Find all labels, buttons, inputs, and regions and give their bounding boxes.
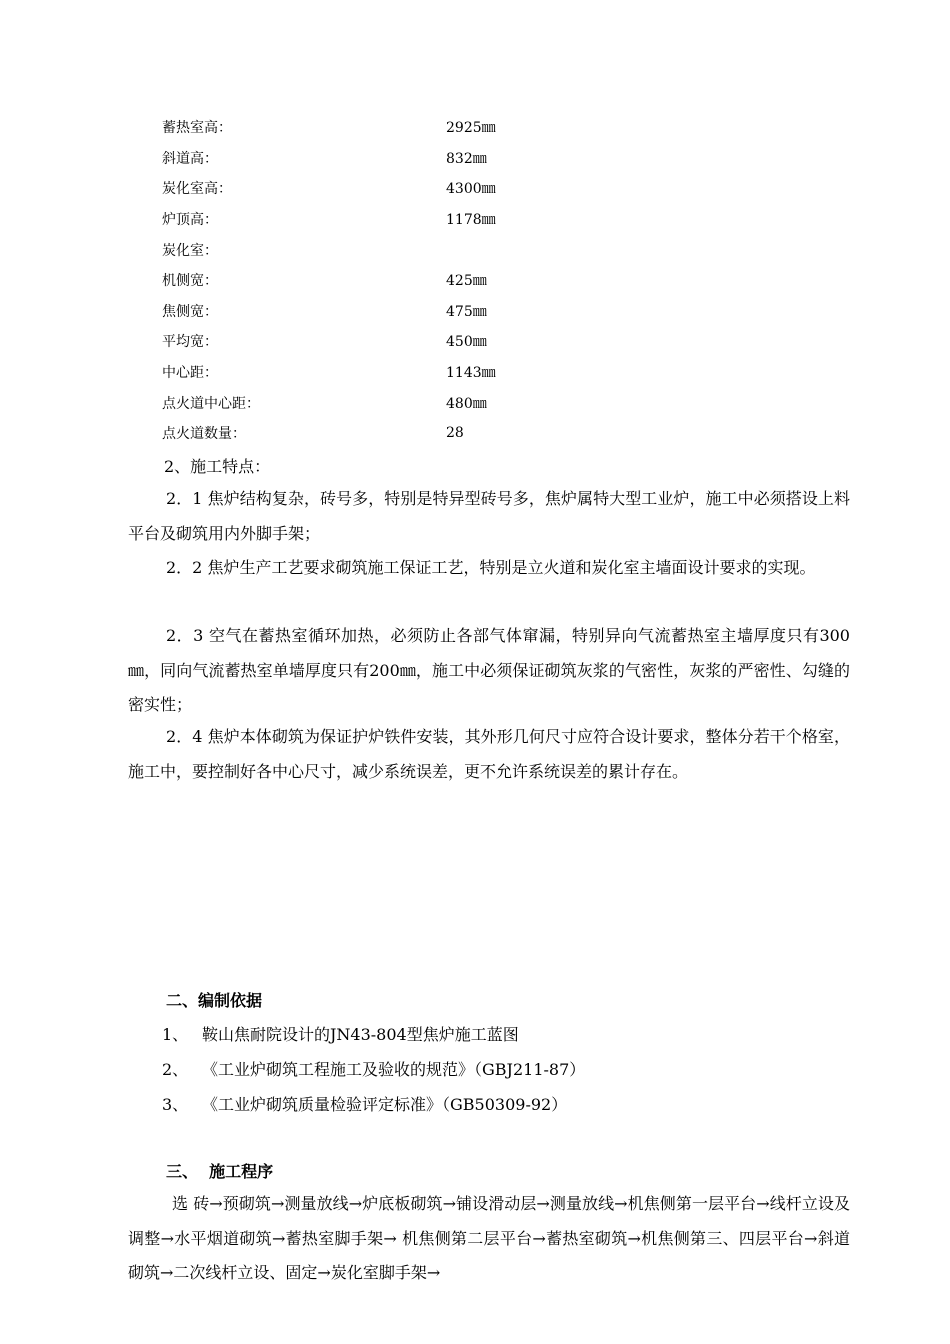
spec-row	[162, 387, 662, 418]
spec-label: 蓄热室高：	[162, 120, 232, 137]
spec-row	[162, 234, 662, 265]
spec-label: 点火道数量：	[162, 426, 246, 443]
basis-item-number: 1、	[162, 1025, 189, 1044]
spec-label: 机侧宽：	[162, 273, 218, 290]
spec-value: 832㎜	[446, 150, 487, 167]
spec-label: 中心距：	[162, 365, 218, 382]
feature-paragraph-1: 2．1 焦炉结构复杂，砖号多，特别是特异型砖号多，焦炉属特大型工业炉，施工中必须搭设上料平台及砌筑用内外脚手架；	[128, 489, 850, 543]
spec-row	[162, 296, 662, 327]
spec-row	[162, 326, 662, 357]
procedure-heading: 三、 施工程序	[166, 1162, 274, 1181]
spec-value: 1143㎜	[446, 365, 496, 382]
feature-paragraph-2: 2．2 焦炉生产工艺要求砌筑施工保证工艺，特别是立火道和炭化室主墙面设计要求的实现。	[166, 558, 816, 577]
spec-value: 28	[446, 425, 464, 442]
spec-value: 475㎜	[446, 303, 487, 320]
spec-value: 4300㎜	[446, 181, 496, 198]
spec-row	[162, 357, 662, 388]
feature-paragraph-4: 2．4 焦炉本体砌筑为保证护炉铁件安装，其外形几何尺寸应符合设计要求，整体分若干个格室，施工中，要控制好各中心尺寸，减少系统误差，更不允许系统误差的累计存在。	[128, 727, 850, 781]
spec-label: 点火道中心距：	[162, 395, 260, 412]
spec-value: 480㎜	[446, 395, 487, 412]
spec-value: 2925㎜	[446, 120, 496, 137]
basis-heading: 二、编制依据	[166, 991, 263, 1010]
basis-item	[162, 1092, 567, 1115]
spec-row	[162, 112, 662, 143]
spec-table	[162, 112, 662, 449]
basis-item-text: 《工业炉砌筑质量检验评定标准》（GB50309-92）	[202, 1095, 568, 1114]
feature-paragraph-3: 2．3 空气在蓄热室循环加热，必须防止各部气体窜漏，特别异向气流蓄热室主墙厚度只有300㎜，同向气流蓄热室单墙厚度只有200㎜，施工中必须保证砌筑灰浆的气密性，灰浆的严密性、勾缝的密实性；	[128, 626, 850, 714]
spec-label: 斜道高：	[162, 150, 218, 167]
features-heading: 2、施工特点：	[164, 457, 271, 476]
basis-item	[162, 1057, 585, 1080]
spec-row	[162, 204, 662, 235]
basis-item-number: 2、	[162, 1060, 189, 1079]
basis-item-text: 鞍山焦耐院设计的JN43-804型焦炉施工蓝图	[202, 1025, 519, 1044]
spec-row	[162, 173, 662, 204]
spec-label: 平均宽：	[162, 334, 218, 351]
spec-row	[162, 265, 662, 296]
spec-label: 炭化室：	[162, 242, 218, 259]
spec-label: 焦侧宽：	[162, 303, 218, 320]
spec-value: 1178㎜	[446, 212, 496, 229]
basis-item-text: 《工业炉砌筑工程施工及验收的规范》（GBJ211-87）	[202, 1060, 586, 1079]
basis-item	[162, 1022, 519, 1045]
spec-value: 425㎜	[446, 273, 487, 290]
procedure-paragraph: 选 砖→预砌筑→测量放线→炉底板砌筑→铺设滑动层→测量放线→机焦侧第一层平台→线杆立设及调整→水平烟道砌筑→蓄热室脚手架→ 机焦侧第二层平台→蓄热室砌筑→机焦侧第三、四层平台→斜道砌筑→二次线杆立设、固定→炭化室脚手架→	[128, 1194, 850, 1282]
spec-value: 450㎜	[446, 334, 487, 351]
spec-label: 炭化室高：	[162, 181, 232, 198]
spec-row	[162, 418, 662, 449]
basis-item-number: 3、	[162, 1095, 189, 1114]
spec-label: 炉顶高：	[162, 212, 218, 229]
spec-row	[162, 143, 662, 174]
